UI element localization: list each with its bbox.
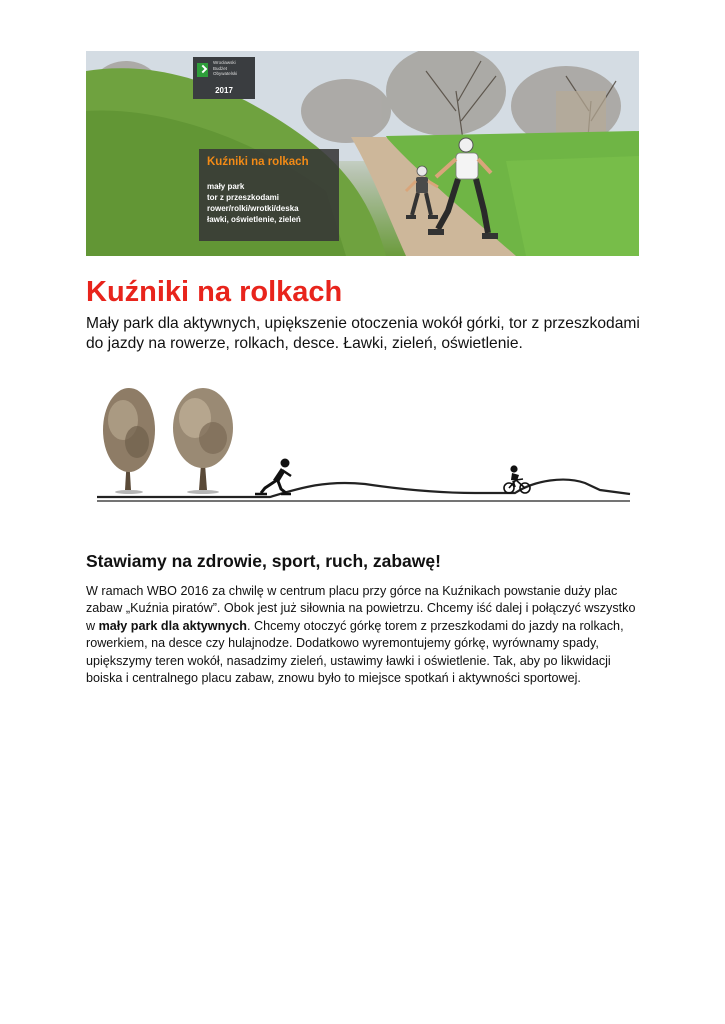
badge-org-line: Budżet xyxy=(213,65,228,71)
infobox-line: mały park xyxy=(207,182,245,191)
lead-paragraph: Mały park dla aktywnych, upiększenie otoczenia wokół górki, tor z przeszkodami do jazdy na rowerze, rolkach, desce. Ławki, zieleń, oświetlenie. xyxy=(86,315,640,352)
tree-icon xyxy=(173,388,233,494)
track-illustration xyxy=(95,380,635,510)
banner-infobox xyxy=(199,149,339,241)
chevron-logo-icon xyxy=(197,63,208,77)
body-bold-text: mały park dla aktywnych xyxy=(98,618,247,633)
infobox-line: rower/rolki/wrotki/deska xyxy=(207,204,299,213)
badge-org-line: Obywatelski xyxy=(213,71,238,76)
body-text: . Chcemy otoczyć górkę torem z przeszkodami do jazdy na rolkach, rowerkiem, na desce czy hulajnodze. Dodatkowo wyremontujemy górkę, wyrównamy spady, upiększymy teren wokół, nasadzimy zieleń, ustawimy ławki i oświetlenie. Tak, aby po likwidacji boiska i centralnego placu zabaw, znowu było to miejsce spotkań i aktywności sportowej. xyxy=(86,618,624,686)
tree-icon xyxy=(103,388,155,494)
infobox-line: ławki, oświetlenie, zieleń xyxy=(207,215,301,224)
inline-skater-icon xyxy=(255,459,291,495)
child-bicycle-icon xyxy=(504,465,530,493)
infobox-line: tor z przeszkodami xyxy=(207,193,280,202)
body-text: W ramach WBO 2016 za chwilę w centrum placu przy górce na Kuźnikach powstanie duży plac zabaw „Kuźnia piratów”. Obok jest już siłownia na powietrzu. Chcemy iść dalej i połączyć wszystko w xyxy=(86,584,636,633)
header-banner-photo xyxy=(86,51,639,256)
badge-year: 2017 xyxy=(215,86,233,95)
budget-badge xyxy=(193,57,255,99)
body-paragraph xyxy=(86,583,646,687)
park-photo-illustration xyxy=(86,51,639,256)
infobox-title: Kuźniki na rolkach xyxy=(207,156,309,168)
section-heading: Stawiamy na zdrowie, sport, ruch, zabawę! xyxy=(86,551,441,571)
badge-org xyxy=(213,60,253,77)
badge-org-line: Wrocławski xyxy=(213,60,236,65)
page-title: Kuźniki na rolkach xyxy=(86,276,343,308)
